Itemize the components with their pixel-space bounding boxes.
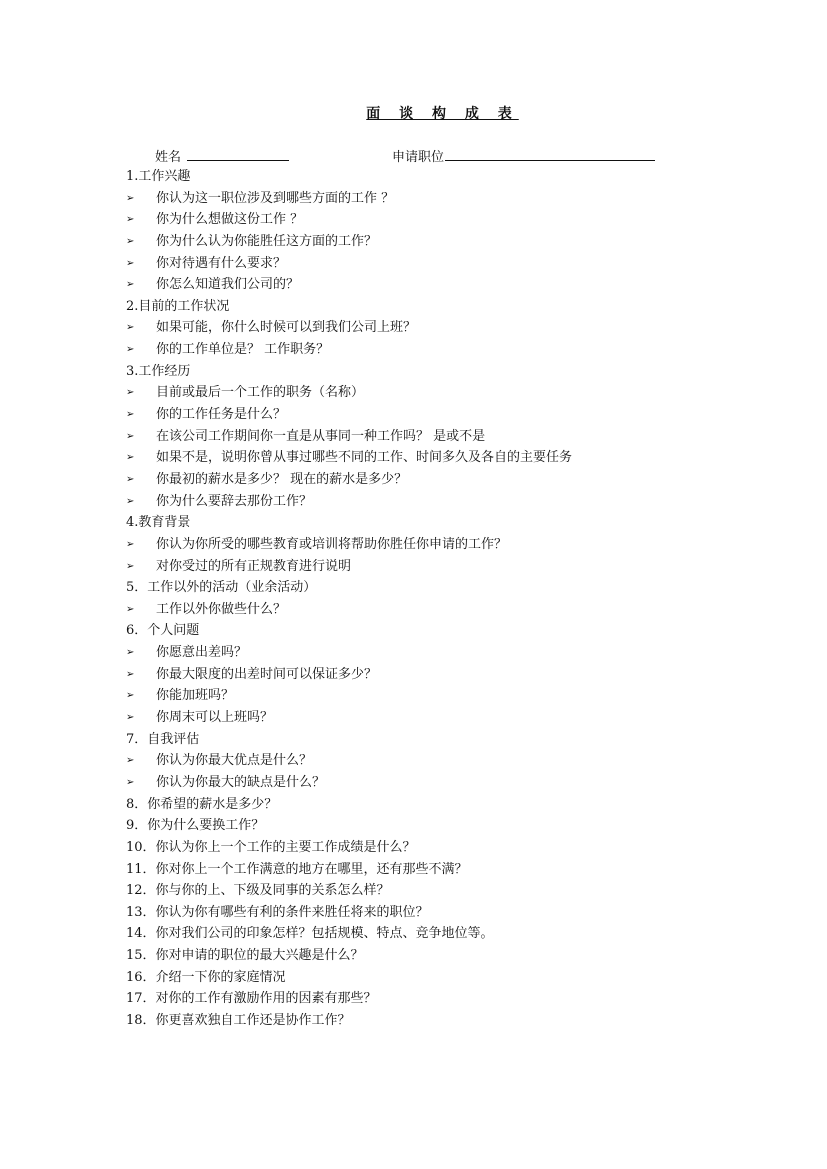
question-item bbox=[126, 772, 766, 794]
question-item bbox=[126, 750, 766, 772]
question-text: 你认为这一职位涉及到哪些方面的工作 ？ bbox=[156, 190, 395, 206]
section-heading: 3.工作经历 bbox=[126, 363, 191, 379]
question-text: 你最大限度的出差时间可以保证多少？ bbox=[156, 666, 378, 682]
section-heading: 6．个人问题 bbox=[126, 623, 200, 639]
question-list bbox=[126, 166, 766, 1032]
question-text: 你的工作单位是？ 工作职务？ bbox=[156, 342, 330, 358]
question-item bbox=[126, 642, 766, 664]
arrow-bullet-icon: ➢ bbox=[126, 495, 135, 507]
question-text: 你认为你所受的哪些教育或培训将帮助你胜任你申请的工作？ bbox=[156, 536, 508, 552]
arrow-bullet-icon: ➢ bbox=[126, 538, 135, 550]
section-heading: 4.教育背景 bbox=[126, 515, 191, 531]
section-heading: 16．介绍一下你的家庭情况 bbox=[126, 969, 286, 985]
section-heading: 13．你认为你有哪些有利的条件来胜任将来的职位？ bbox=[126, 904, 429, 920]
arrow-bullet-icon: ➢ bbox=[126, 473, 135, 485]
question-item bbox=[126, 317, 766, 339]
arrow-bullet-icon: ➢ bbox=[126, 712, 135, 724]
arrow-bullet-icon: ➢ bbox=[126, 257, 135, 269]
question-text: 如果不是，说明你曾从事过哪些不同的工作、时间多久及各自的主要任务 bbox=[156, 450, 573, 466]
question-text: 你为什么要辞去那份工作？ bbox=[156, 493, 313, 509]
arrow-bullet-icon: ➢ bbox=[126, 387, 135, 399]
question-text: 如果可能，你什么时候可以到我们公司上班？ bbox=[156, 320, 417, 336]
question-text: 你为什么认为你能胜任这方面的工作？ bbox=[156, 233, 378, 249]
question-item bbox=[126, 491, 766, 513]
page-title: 面 谈 构 成 表 bbox=[366, 106, 519, 122]
arrow-bullet-icon: ➢ bbox=[126, 279, 135, 291]
position-field bbox=[392, 146, 655, 165]
arrow-bullet-icon: ➢ bbox=[126, 192, 135, 204]
question-text: 你对待遇有什么要求？ bbox=[156, 255, 287, 271]
question-item bbox=[126, 664, 766, 686]
arrow-bullet-icon: ➢ bbox=[126, 668, 135, 680]
question-text: 你愿意出差吗？ bbox=[156, 645, 248, 661]
section-heading: 18．你更喜欢独自工作还是协作工作？ bbox=[126, 1012, 351, 1028]
section-heading: 2.目前的工作状况 bbox=[126, 298, 230, 314]
name-field bbox=[155, 146, 289, 165]
question-item bbox=[126, 404, 766, 426]
arrow-bullet-icon: ➢ bbox=[126, 235, 135, 247]
question-item bbox=[126, 274, 766, 296]
question-item bbox=[126, 209, 766, 231]
question-text: 你认为你最大优点是什么？ bbox=[156, 753, 313, 769]
section-heading: 14．你对我们公司的印象怎样？包括规模、特点、竞争地位等。 bbox=[126, 926, 494, 942]
question-item bbox=[126, 556, 766, 578]
section-heading: 17．对你的工作有激励作用的因素有那些？ bbox=[126, 991, 377, 1007]
arrow-bullet-icon: ➢ bbox=[126, 214, 135, 226]
question-text: 你的工作任务是什么？ bbox=[156, 407, 287, 423]
section-heading: 5．工作以外的活动（业余活动） bbox=[126, 580, 317, 596]
section-heading: 8．你希望的薪水是多少？ bbox=[126, 796, 278, 812]
arrow-bullet-icon: ➢ bbox=[126, 690, 135, 702]
question-item bbox=[126, 599, 766, 621]
question-item bbox=[126, 339, 766, 361]
question-item bbox=[126, 188, 766, 210]
section-heading: 9．你为什么要换工作？ bbox=[126, 818, 265, 834]
arrow-bullet-icon: ➢ bbox=[126, 452, 135, 464]
question-item bbox=[126, 253, 766, 275]
question-text: 你周末可以上班吗？ bbox=[156, 710, 274, 726]
question-text: 你能加班吗？ bbox=[156, 688, 235, 704]
question-text: 目前或最后一个工作的职务（名称） bbox=[156, 385, 365, 401]
arrow-bullet-icon: ➢ bbox=[126, 322, 135, 334]
name-label: 姓名 bbox=[155, 150, 182, 165]
name-blank-line bbox=[187, 147, 289, 161]
section-heading: 7．自我评估 bbox=[126, 731, 200, 747]
arrow-bullet-icon: ➢ bbox=[126, 344, 135, 356]
arrow-bullet-icon: ➢ bbox=[126, 647, 135, 659]
question-text: 你怎么知道我们公司的？ bbox=[156, 277, 300, 293]
question-text: 工作以外你做些什么？ bbox=[156, 601, 287, 617]
section-heading: 10．你认为你上一个工作的主要工作成绩是什么？ bbox=[126, 839, 416, 855]
question-text: 对你受过的所有正规教育进行说明 bbox=[156, 558, 352, 574]
position-label: 申请职位 bbox=[392, 150, 445, 165]
question-item bbox=[126, 231, 766, 253]
arrow-bullet-icon: ➢ bbox=[126, 755, 135, 767]
question-item bbox=[126, 469, 766, 491]
arrow-bullet-icon: ➢ bbox=[126, 603, 135, 615]
position-blank-line bbox=[445, 147, 655, 161]
question-item bbox=[126, 534, 766, 556]
arrow-bullet-icon: ➢ bbox=[126, 409, 135, 421]
question-text: 你认为你最大的缺点是什么？ bbox=[156, 774, 326, 790]
question-text: 你最初的薪水是多少？ 现在的薪水是多少？ bbox=[156, 471, 408, 487]
section-heading: 15．你对申请的职位的最大兴趣是什么？ bbox=[126, 948, 364, 964]
question-item bbox=[126, 447, 766, 469]
question-text: 在该公司工作期间你一直是从事同一种工作吗？ 是或不是 bbox=[156, 428, 486, 444]
question-item bbox=[126, 382, 766, 404]
arrow-bullet-icon: ➢ bbox=[126, 560, 135, 572]
section-heading: 1.工作兴趣 bbox=[126, 169, 191, 184]
arrow-bullet-icon: ➢ bbox=[126, 776, 135, 788]
section-heading: 11．你对你上一个工作满意的地方在哪里，还有那些不满？ bbox=[126, 861, 468, 877]
question-text: 你为什么想做这份工作 ？ bbox=[156, 212, 304, 228]
question-item bbox=[126, 707, 766, 729]
section-heading: 12．你与你的上、下级及同事的关系怎么样？ bbox=[126, 883, 390, 899]
question-item bbox=[126, 685, 766, 707]
question-item bbox=[126, 426, 766, 448]
arrow-bullet-icon: ➢ bbox=[126, 430, 135, 442]
header-fields bbox=[155, 146, 675, 164]
